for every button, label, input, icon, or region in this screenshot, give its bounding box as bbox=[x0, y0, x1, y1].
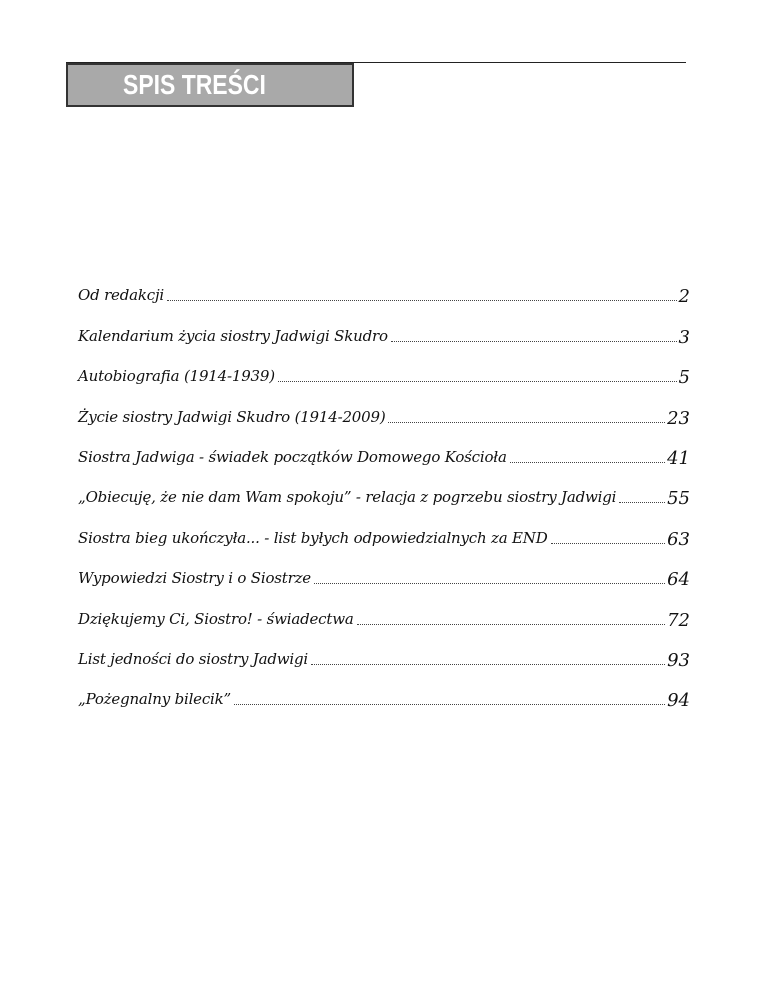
toc-page-number: 55 bbox=[667, 488, 690, 510]
toc-entry-title: List jedności do siostry Jadwigi bbox=[78, 649, 308, 668]
toc-entry-title: Wypowiedzi Siostry i o Siostrze bbox=[78, 569, 311, 588]
toc-entry[interactable] bbox=[78, 432, 690, 472]
toc-leader-dots bbox=[391, 341, 677, 342]
toc-entry-title: Siostra Jadwiga - świadek początków Domowego Kościoła bbox=[78, 447, 507, 466]
toc-leader-dots bbox=[278, 381, 677, 382]
table-of-contents bbox=[78, 270, 690, 714]
toc-page-number: 94 bbox=[667, 690, 690, 712]
toc-leader-dots bbox=[619, 502, 665, 503]
toc-entry-title: Od redakcji bbox=[78, 286, 164, 305]
toc-entry[interactable] bbox=[78, 391, 690, 431]
toc-entry[interactable] bbox=[78, 593, 690, 633]
toc-page-number: 23 bbox=[667, 407, 690, 429]
toc-entry[interactable] bbox=[78, 634, 690, 674]
toc-entry-title: Życie siostry Jadwigi Skudro (1914-2009) bbox=[78, 407, 386, 426]
toc-entry-title: Autobiografia (1914-1939) bbox=[78, 367, 275, 386]
toc-entry-title: Siostra bieg ukończyła... - list byłych odpowiedzialnych za END bbox=[78, 528, 548, 547]
toc-entry[interactable] bbox=[78, 351, 690, 391]
toc-entry[interactable] bbox=[78, 512, 690, 552]
title-box bbox=[66, 63, 354, 107]
toc-leader-dots bbox=[388, 422, 665, 423]
toc-leader-dots bbox=[234, 704, 665, 705]
toc-entry[interactable] bbox=[78, 270, 690, 310]
toc-entry-title: Kalendarium życia siostry Jadwigi Skudro bbox=[78, 326, 388, 345]
toc-leader-dots bbox=[311, 664, 665, 665]
page-title: SPIS TREŚCI bbox=[123, 69, 266, 100]
toc-page-number: 93 bbox=[667, 649, 690, 671]
toc-entry[interactable] bbox=[78, 553, 690, 593]
toc-entry[interactable] bbox=[78, 472, 690, 512]
toc-page-number: 2 bbox=[678, 286, 690, 308]
toc-entry[interactable] bbox=[78, 310, 690, 350]
toc-leader-dots bbox=[357, 624, 666, 625]
toc-page-number: 72 bbox=[667, 609, 690, 631]
toc-entry-title: „Obiecuję, że nie dam Wam spokoju” - relacja z pogrzebu siostry Jadwigi bbox=[78, 488, 617, 507]
toc-leader-dots bbox=[314, 583, 665, 584]
toc-leader-dots bbox=[551, 543, 666, 544]
toc-page-number: 63 bbox=[667, 528, 690, 550]
toc-entry[interactable] bbox=[78, 674, 690, 714]
toc-leader-dots bbox=[167, 300, 677, 301]
toc-page-number: 3 bbox=[678, 326, 690, 348]
toc-page-number: 41 bbox=[667, 447, 690, 469]
toc-leader-dots bbox=[510, 462, 665, 463]
toc-page-number: 5 bbox=[678, 367, 690, 389]
toc-page-number: 64 bbox=[667, 569, 690, 591]
toc-entry-title: Dziękujemy Ci, Siostro! - świadectwa bbox=[78, 609, 354, 628]
toc-entry-title: „Pożegnalny bilecik” bbox=[78, 690, 232, 709]
